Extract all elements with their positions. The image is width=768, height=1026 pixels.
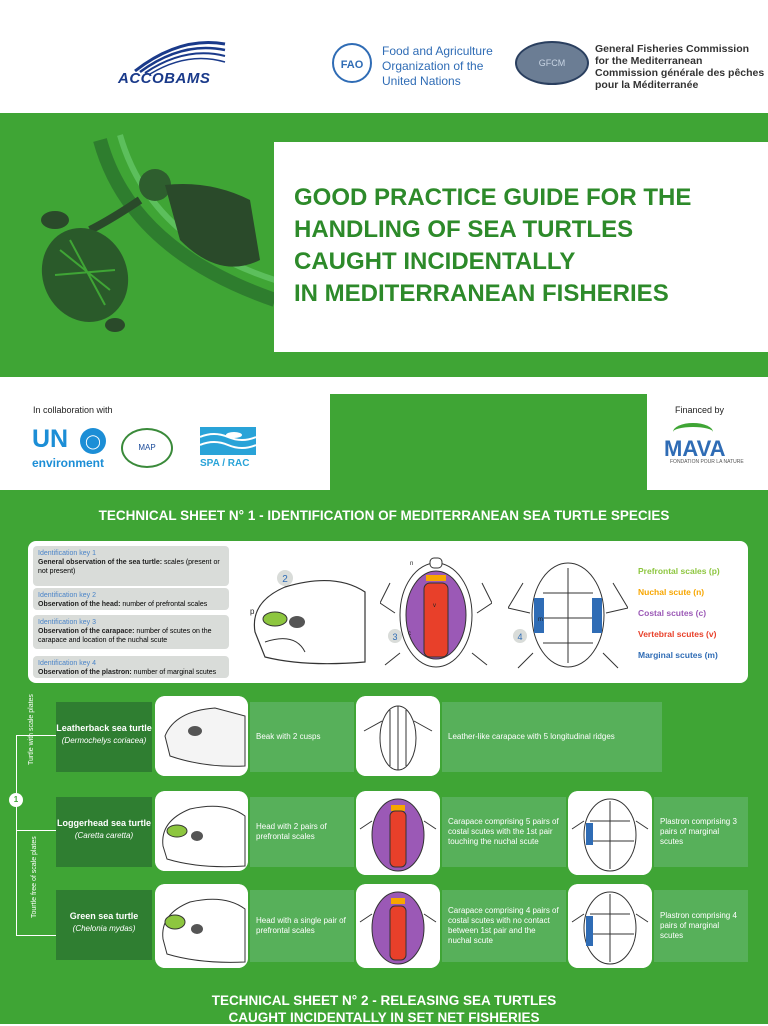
fao-logo: FAO bbox=[332, 43, 372, 83]
loggerhead-head-description: Head with 2 pairs of prefrontal scales bbox=[250, 797, 354, 867]
key-3-text: number of scutes on the carapace and location of the nuchal scute bbox=[38, 628, 212, 644]
species-loggerhead bbox=[56, 797, 152, 867]
green-plastron-image bbox=[568, 884, 652, 968]
legend-nuchal: Nuchal scute (n) bbox=[638, 587, 705, 597]
key-number-badge: 1 bbox=[9, 793, 23, 807]
sheet-2-line-2: CAUGHT INCIDENTALLY IN SET NET FISHERIES bbox=[228, 1010, 540, 1025]
key-4-heading: Observation of the plastron: bbox=[38, 669, 132, 676]
loggerhead-head-image bbox=[155, 791, 248, 871]
un-globe-icon: ◯ bbox=[80, 428, 106, 454]
key-3-heading: Observation of the carapace: bbox=[38, 628, 135, 635]
loggerhead-plastron-description: Plastron comprising 3 pairs of marginal scutes bbox=[654, 797, 748, 867]
diagram-letter-p: p bbox=[250, 607, 255, 616]
svg-text:3: 3 bbox=[392, 632, 398, 642]
legend-prefrontal: Prefrontal scales (p) bbox=[638, 566, 720, 576]
leatherback-head-description: Beak with 2 cusps bbox=[250, 702, 354, 772]
title-line-1: GOOD PRACTICE GUIDE FOR THE bbox=[294, 184, 692, 211]
legend-costal: Costal scutes (c) bbox=[638, 608, 707, 618]
green-carapace-description: Carapace comprising 4 pairs of costal scutes with no contact between 1st pair and the nuchal scute bbox=[442, 890, 566, 962]
leatherback-head-image bbox=[155, 696, 248, 776]
fao-name: Food and Agriculture Organization of the United Nations bbox=[382, 44, 493, 88]
plastron-diagram bbox=[508, 553, 628, 675]
green-carapace-image bbox=[356, 884, 440, 968]
tree-branch-3 bbox=[16, 935, 56, 936]
legend-vertebral: Vertebral scutes (v) bbox=[638, 629, 717, 639]
species-green bbox=[56, 890, 152, 960]
collaboration-label: In collaboration with bbox=[33, 405, 113, 415]
loggerhead-carapace-image bbox=[356, 791, 440, 875]
sheet-2-title bbox=[0, 992, 768, 1026]
head-diagram bbox=[245, 562, 370, 672]
financed-label: Financed by bbox=[675, 405, 725, 415]
sheet-2-line-1: TECHNICAL SHEET N° 2 - RELEASING SEA TURTLES bbox=[211, 993, 557, 1008]
green-plastron-description: Plastron comprising 4 pairs of marginal scutes bbox=[654, 890, 748, 962]
title-line-4: IN MEDITERRANEAN FISHERIES bbox=[294, 280, 669, 307]
gfcm-name: General Fisheries Commission for the Mediterranean Commission générale des pêches pour la Méditerranée bbox=[595, 43, 765, 91]
key-1-text: scales (present or not present) bbox=[38, 559, 220, 575]
fisherman-turtle-illustration bbox=[10, 130, 275, 340]
spa-rac-logo bbox=[200, 427, 256, 455]
key-2-text: number of prefrontal scales bbox=[120, 601, 208, 608]
species-leatherback bbox=[56, 702, 152, 772]
diagram-letter-m: m bbox=[538, 617, 543, 623]
green-block bbox=[330, 394, 647, 490]
diagram-letter-v: v bbox=[433, 603, 436, 609]
identification-key-1 bbox=[33, 546, 229, 586]
un-logo-text: UN bbox=[32, 425, 69, 453]
legend-marginal: Marginal scutes (m) bbox=[638, 650, 718, 660]
species-latin: (Dermochelys coriacea) bbox=[61, 736, 147, 745]
accobams-wordmark: ACCOBAMS bbox=[118, 70, 211, 87]
identification-key-4 bbox=[33, 656, 229, 678]
loggerhead-carapace-description: Carapace comprising 5 pairs of costal scutes with the 1st pair touching the nuchal scute bbox=[442, 797, 566, 867]
side-label-scales: Turtle with scale plates bbox=[28, 694, 35, 765]
key-4-text: number of marginal scutes bbox=[131, 669, 217, 676]
title-line-3: CAUGHT INCIDENTALLY bbox=[294, 248, 576, 275]
leatherback-carapace-image bbox=[356, 696, 440, 776]
species-name: Loggerhead sea turtle bbox=[56, 818, 152, 828]
species-latin: (Caretta caretta) bbox=[74, 831, 134, 840]
mava-subtitle: FONDATION POUR LA NATURE bbox=[670, 459, 744, 465]
tree-branch-1 bbox=[16, 735, 56, 736]
green-head-image bbox=[155, 884, 248, 968]
identification-key-3 bbox=[33, 615, 229, 649]
svg-text:2: 2 bbox=[282, 574, 288, 585]
key-2-heading: Observation of the head: bbox=[38, 601, 121, 608]
species-latin: (Chelonia mydas) bbox=[72, 924, 136, 933]
species-name: Leatherback sea turtle bbox=[56, 723, 152, 733]
green-head-description: Head with a single pair of prefrontal scales bbox=[250, 890, 354, 962]
divider bbox=[302, 380, 647, 394]
carapace-diagram bbox=[380, 553, 492, 675]
loggerhead-plastron-image bbox=[568, 791, 652, 875]
un-environment-label: environment bbox=[32, 456, 105, 470]
key-3-title: Identification key 3 bbox=[38, 619, 96, 626]
key-1-heading: General observation of the sea turtle: bbox=[38, 559, 163, 566]
diagram-letter-c: c bbox=[408, 631, 411, 637]
identification-key-2 bbox=[33, 588, 229, 610]
sheet-1-title: TECHNICAL SHEET N° 1 - IDENTIFICATION OF MEDITERRANEAN SEA TURTLE SPECIES bbox=[98, 508, 670, 523]
title-line-2: HANDLING OF SEA TURTLES bbox=[294, 216, 634, 243]
key-2-title: Identification key 2 bbox=[38, 592, 96, 599]
spa-rac-label: SPA / RAC bbox=[200, 458, 250, 469]
species-name: Green sea turtle bbox=[69, 911, 139, 921]
leatherback-carapace-description: Leather-like carapace with 5 longitudinal ridges bbox=[442, 702, 662, 772]
side-label-free: Tourtle free of scale plates bbox=[31, 836, 38, 918]
guide-title bbox=[294, 182, 754, 310]
mava-logo: MAVA bbox=[664, 436, 726, 461]
key-1-title: Identification key 1 bbox=[38, 550, 96, 557]
diagram-letter-n: n bbox=[410, 561, 414, 567]
tree-branch-2 bbox=[16, 830, 56, 831]
key-4-title: Identification key 4 bbox=[38, 660, 96, 667]
map-logo: MAP bbox=[121, 428, 173, 468]
svg-text:4: 4 bbox=[517, 632, 523, 642]
gfcm-logo: GFCM bbox=[515, 41, 589, 85]
